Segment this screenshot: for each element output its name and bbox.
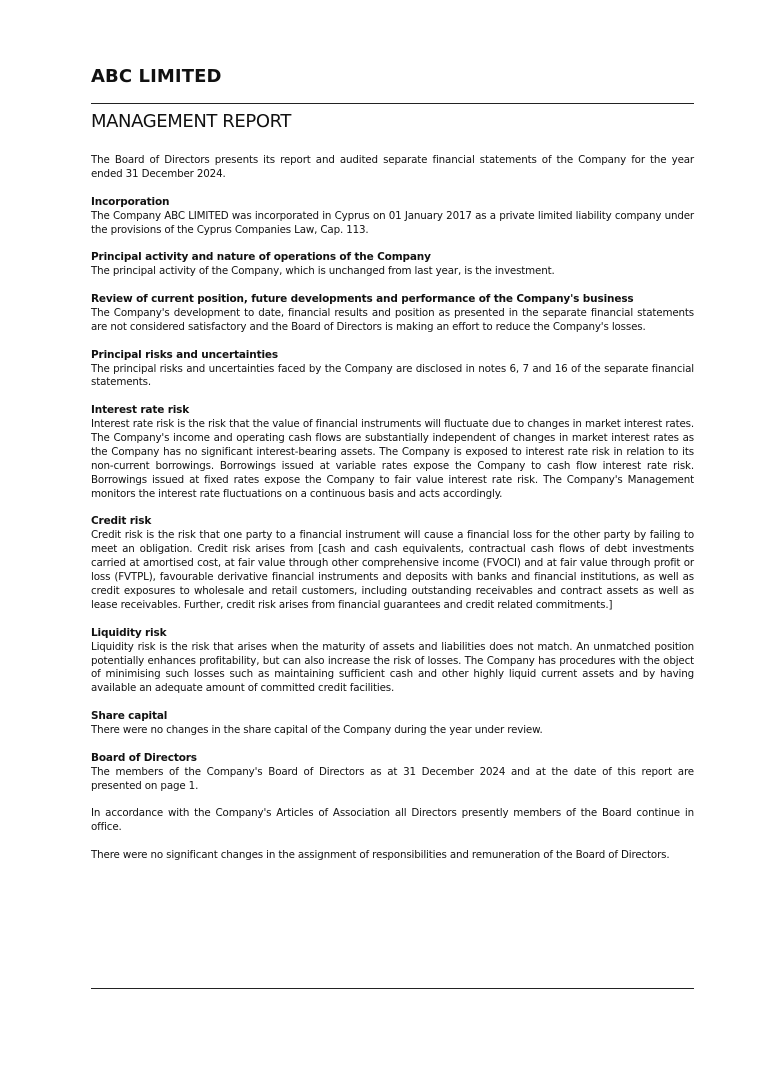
section-heading: Review of current position, future developments and performance of the Company's business: [91, 293, 634, 306]
section-paragraph: In accordance with the Company's Articles of Association all Directors presently members of the Board continue in office.: [91, 807, 694, 834]
section-interest-rate-risk: [91, 404, 694, 501]
section-paragraph: The Company ABC LIMITED was incorporated in Cyprus on 01 January 2017 as a private limited liability company under the provisions of the Cyprus Companies Law, Cap. 113.: [91, 209, 694, 236]
section-paragraph: There were no significant changes in the assignment of responsibilities and remuneration of the Board of Directors.: [91, 849, 670, 862]
section-board-of-directors: [91, 752, 694, 863]
section-paragraph: The principal activity of the Company, which is unchanged from last year, is the investment.: [91, 265, 555, 278]
section-heading: Principal risks and uncertainties: [91, 348, 278, 361]
section-paragraph: Interest rate risk is the risk that the value of financial instruments will fluctuate due to changes in market interest rates. The Company's income and operating cash flows are substantially independent of changes in market interest rates as the Company has no significant interest-bearing assets. The Company is exposed to interest rate risk in relation to its non-current borrowings. Borrowings issued at variable rates expose the Company to cash flow interest rate risk. Borrowings issued at fixed rates expose the Company to fair value interest rate risk. The Company's Management monitors the interest rate fluctuations on a continuous basis and acts accordingly.: [91, 418, 694, 500]
report-title: MANAGEMENT REPORT: [91, 111, 292, 132]
section-principal-risks: [91, 349, 694, 391]
section-liquidity-risk: [91, 627, 694, 697]
report-body: [91, 154, 694, 877]
section-heading: Interest rate risk: [91, 404, 190, 417]
section-paragraph: The principal risks and uncertainties faced by the Company are disclosed in notes 6, 7 and 16 of the separate financial statements.: [91, 362, 694, 389]
section-heading: Share capital: [91, 710, 168, 723]
section-paragraph: Credit risk is the risk that one party to a financial instrument will cause a financial loss for the other party by failing to meet an obligation. Credit risk arises from [cash and cash equivalents, contractual cash flows of debt investments carried at amortised cost, at fair value through other comprehensive income (FVOCI) and at fair value through profit or loss (FVTPL), favourable derivative financial instruments and deposits with banks and financial institutions, as well as credit exposures to wholesale and retail customers, including outstanding receivables and contract assets as well as lease receivables. Further, credit risk arises from financial guarantees and credit related commitments.]: [91, 529, 694, 611]
company-name: ABC LIMITED: [91, 66, 222, 87]
section-share-capital: [91, 710, 694, 738]
header-divider: [91, 103, 694, 104]
section-heading: Incorporation: [91, 195, 170, 208]
section-heading: Board of Directors: [91, 751, 197, 764]
section-heading: Principal activity and nature of operations of the Company: [91, 251, 431, 264]
section-heading: Liquidity risk: [91, 626, 167, 639]
section-paragraph: There were no changes in the share capital of the Company during the year under review.: [91, 724, 543, 737]
intro-paragraph: The Board of Directors presents its report and audited separate financial statements of the Company for the year ended 31 December 2024.: [91, 154, 694, 180]
section-paragraph: The members of the Company's Board of Directors as at 31 December 2024 and at the date of this report are presented on page 1.: [91, 765, 694, 792]
section-incorporation: [91, 196, 694, 238]
section-paragraph: The Company's development to date, financial results and position as presented in the separate financial statements are not considered satisfactory and the Board of Directors is making an effort to reduce the Company's losses.: [91, 306, 694, 333]
section-credit-risk: [91, 515, 694, 612]
section-paragraph: Liquidity risk is the risk that arises when the maturity of assets and liabilities does not match. An unmatched position potentially enhances profitability, but can also increase the risk of losses. The Company has procedures with the object of minimising such losses such as maintaining sufficient cash and other highly liquid current assets and by having available an adequate amount of committed credit facilities.: [91, 640, 694, 695]
footer-divider: [91, 988, 694, 989]
section-principal-activity: [91, 251, 694, 279]
section-heading: Credit risk: [91, 515, 152, 528]
section-review: [91, 293, 694, 335]
